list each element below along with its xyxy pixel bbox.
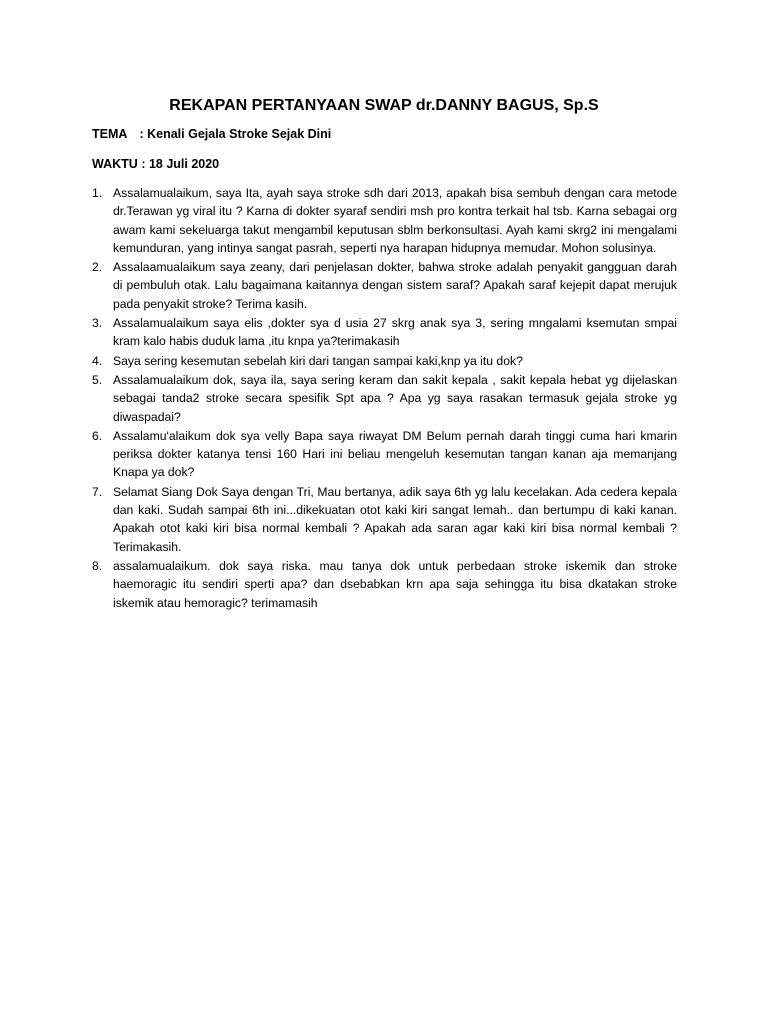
theme-value: : Kenali Gejala Stroke Sejak Dini [139, 127, 332, 141]
question-text: Assalamu'alaikum dok sya velly Bapa saya riwayat DM Belum pernah darah tinggi cuma hari kmarin periksa dokter katanya tensi 160 Hari ini beliau mengeluh kesemutan tangan kanan aja memanjang Knapa ya dok? [113, 428, 677, 480]
time-line [92, 157, 219, 171]
list-item [92, 314, 677, 351]
list-item [92, 427, 677, 482]
question-number: 5. [92, 372, 103, 387]
theme-line [92, 127, 331, 141]
time-label: WAKTU [92, 157, 138, 171]
question-number: 1. [92, 186, 103, 200]
question-number: 8. [92, 558, 103, 573]
question-number: 4. [92, 353, 103, 368]
question-number: 7. [92, 484, 103, 499]
list-item [92, 557, 677, 612]
theme-label: TEMA [92, 127, 128, 141]
question-number: 6. [92, 428, 103, 443]
list-item [92, 483, 677, 556]
question-number: 2. [92, 260, 103, 275]
question-text: assalamualaikum. dok saya riska. mau tanya dok untuk perbedaan stroke iskemik dan stroke haemoragic itu sendiri sperti apa? dan dsebabkan krn apa saja sehingga itu bisa dkatakan stroke iskemik atau hemoragic? terimamasih [113, 558, 677, 610]
question-text: Saya sering kesemutan sebelah kiri dari tangan sampai kaki,knp ya itu dok? [113, 353, 523, 368]
time-value: : 18 Juli 2020 [141, 157, 220, 171]
document-title: REKAPAN PERTANYAAN SWAP dr.DANNY BAGUS, Sp.S [169, 97, 599, 114]
question-text: Assalaamualaikum saya zeany, dari penjelasan dokter, bahwa stroke adalah penyakit gangguan darah di pembuluh otak. Lalu bagaimana kaitannya dengan sistem saraf? Apakah saraf kejepit dapat merujuk pada penyakit stroke? Terima kasih. [113, 260, 677, 311]
list-item [92, 258, 677, 313]
question-list [92, 184, 677, 613]
list-item [92, 184, 677, 257]
list-item [92, 352, 677, 370]
question-text: Assalamualaikum, saya Ita, ayah saya stroke sdh dari 2013, apakah bisa sembuh dengan cara metode dr.Terawan yg viral itu ? Karna di dokter syaraf sendiri msh pro kontra terkait hal tsb. Karna sebagai org awam kami sekeluarga takut mengambil keputusan sblm berkonsultasi. Ayah kami skrg2 ini mengalami kemunduran, yang intinya sangat pasrah, seperti nya harapan hidupnya memudar. Mohon solusinya. [113, 186, 677, 255]
list-item [92, 371, 677, 426]
question-text: Assalamualaikum saya elis ,dokter sya d usia 27 skrg anak sya 3, sering mngalami ksemutan smpai kram kalo habis duduk lama ,itu knpa ya?terimakasih [113, 316, 677, 349]
question-text: Selamat Siang Dok Saya dengan Tri, Mau bertanya, adik saya 6th yg lalu kecelakan. Ada cedera kepala dan kaki. Sudah sampai 6th ini...dikekuatan otot kaki kiri sangat lemah.. dan bertumpu di kaki kanan. Apakah otot kaki kiri bisa normal kembali ? Apakah ada saran agar kaki kiri bisa normal kembali ? Terimakasih. [113, 484, 677, 554]
question-number: 3. [92, 316, 103, 331]
question-text: Assalamualaikum dok, saya ila, saya sering keram dan sakit kepala , sakit kepala hebat yg dijelaskan sebagai tanda2 stroke secara spesifik Spt apa ? Apa yg saya rasakan termasuk gejala stroke yg diwaspadai? [113, 372, 677, 424]
